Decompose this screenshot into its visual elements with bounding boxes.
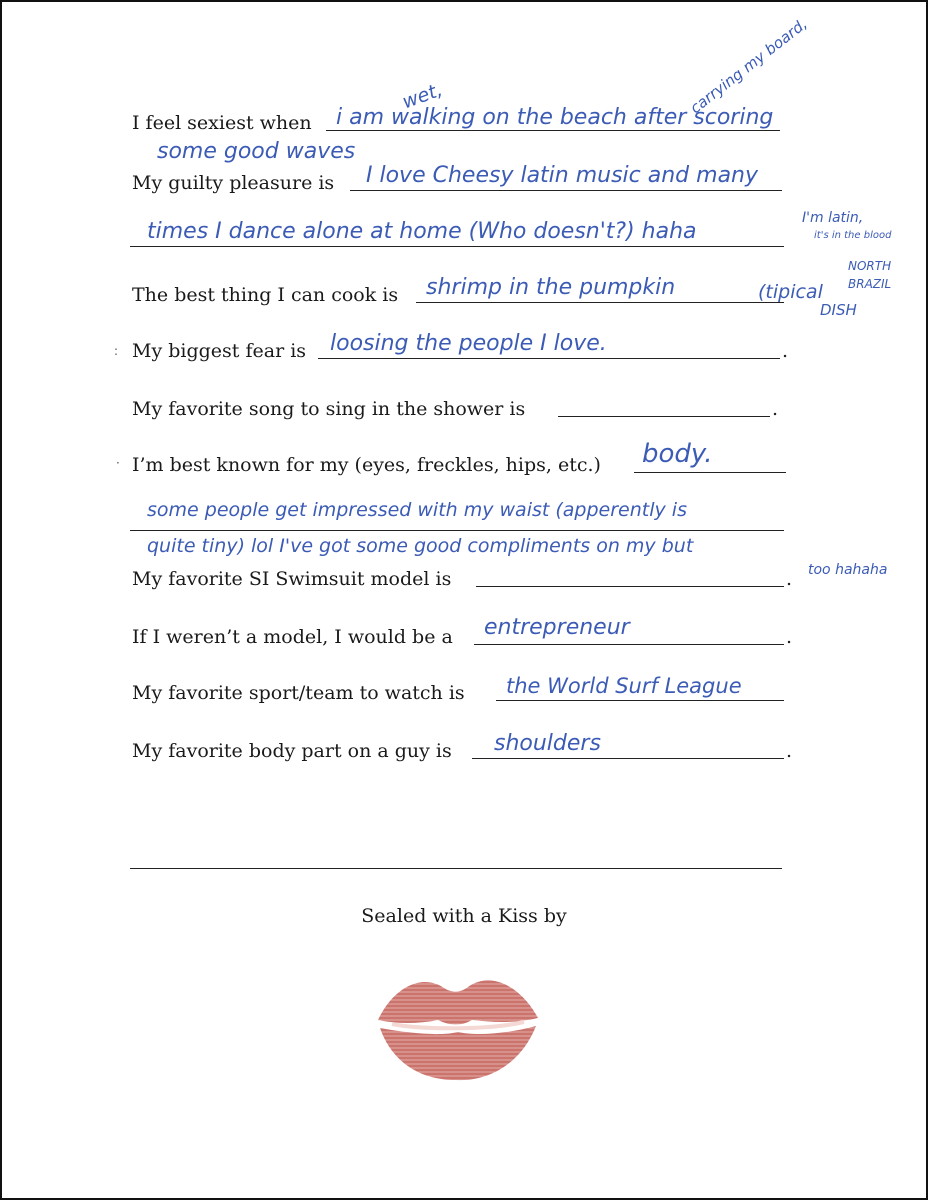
answer-known-line4: too hahaha bbox=[808, 562, 888, 578]
answer-sport: the World Surf League bbox=[506, 674, 742, 698]
answer-known: body. bbox=[642, 439, 713, 469]
prompt-si-model: My favorite SI Swimsuit model is bbox=[132, 568, 452, 590]
blank-si-model bbox=[476, 586, 784, 587]
prompt-guilty: My guilty pleasure is bbox=[132, 172, 335, 194]
prompt-song: My favorite song to sing in the shower is bbox=[132, 398, 526, 420]
kiss-icon bbox=[372, 962, 542, 1088]
answer-fear: loosing the people I love. bbox=[330, 331, 607, 356]
answer-cook-note-c: BRAZIL bbox=[848, 277, 892, 291]
period-song: . bbox=[772, 398, 779, 420]
answer-known-line3: quite tiny) lol I've got some good compliments on my but bbox=[147, 535, 694, 557]
blank-guilty bbox=[350, 190, 782, 191]
prompt-fear: My biggest fear is bbox=[132, 340, 307, 362]
period-fear: . bbox=[782, 340, 789, 362]
prompt-known: I’m best known for my (eyes, freckles, hips, etc.) bbox=[132, 454, 601, 476]
period-si-model: . bbox=[786, 568, 793, 590]
answer-guilty-line1: I love Cheesy latin music and many bbox=[366, 163, 759, 188]
blank-body-part bbox=[472, 758, 784, 759]
blank-cook bbox=[416, 302, 784, 303]
answer-sexiest-insert-wet: wet, bbox=[399, 78, 446, 114]
answer-cook-note-b: NORTH bbox=[848, 259, 892, 273]
period-body-part: . bbox=[786, 740, 793, 762]
prompt-body-part: My favorite body part on a guy is bbox=[132, 740, 452, 762]
answer-cook-note-a: (tipical bbox=[758, 281, 823, 303]
answer-sexiest-insert-board: carrying my board, bbox=[686, 14, 811, 118]
prompt-sport: My favorite sport/team to watch is bbox=[132, 682, 465, 704]
answer-guilty-line2: times I dance alone at home (Who doesn't?) haha bbox=[147, 219, 697, 244]
answer-sexiest-line2: some good waves bbox=[157, 139, 356, 164]
answer-guilty-note-b: it's in the blood bbox=[814, 230, 892, 241]
prompt-sexiest: I feel sexiest when bbox=[132, 112, 312, 134]
answer-known-line2: some people get impressed with my waist (apperently is bbox=[147, 499, 687, 521]
answer-cook-note-d: DISH bbox=[820, 301, 857, 319]
prompt-cook: The best thing I can cook is bbox=[132, 284, 399, 306]
blank-song bbox=[558, 416, 770, 417]
blank-fear bbox=[318, 358, 780, 359]
blank-guilty-line2 bbox=[130, 246, 784, 247]
blank-sexiest bbox=[326, 130, 780, 131]
answer-cook: shrimp in the pumpkin bbox=[426, 275, 676, 300]
answer-not-model: entrepreneur bbox=[484, 615, 630, 640]
period-not-model: . bbox=[786, 626, 793, 648]
signature-line bbox=[130, 868, 782, 869]
answer-sexiest-line1: i am walking on the beach after scoring bbox=[336, 105, 774, 130]
sealed-with-kiss-label: Sealed with a Kiss by bbox=[361, 905, 567, 927]
answer-guilty-note-a: I'm latin, bbox=[802, 210, 864, 226]
margin-mark: : bbox=[114, 344, 119, 358]
margin-mark: · bbox=[116, 456, 120, 470]
prompt-not-model: If I weren’t a model, I would be a bbox=[132, 626, 453, 648]
blank-known bbox=[634, 472, 786, 473]
blank-not-model bbox=[474, 644, 784, 645]
answer-body-part: shoulders bbox=[494, 731, 601, 756]
blank-known-line2 bbox=[130, 530, 784, 531]
blank-sport bbox=[496, 700, 784, 701]
